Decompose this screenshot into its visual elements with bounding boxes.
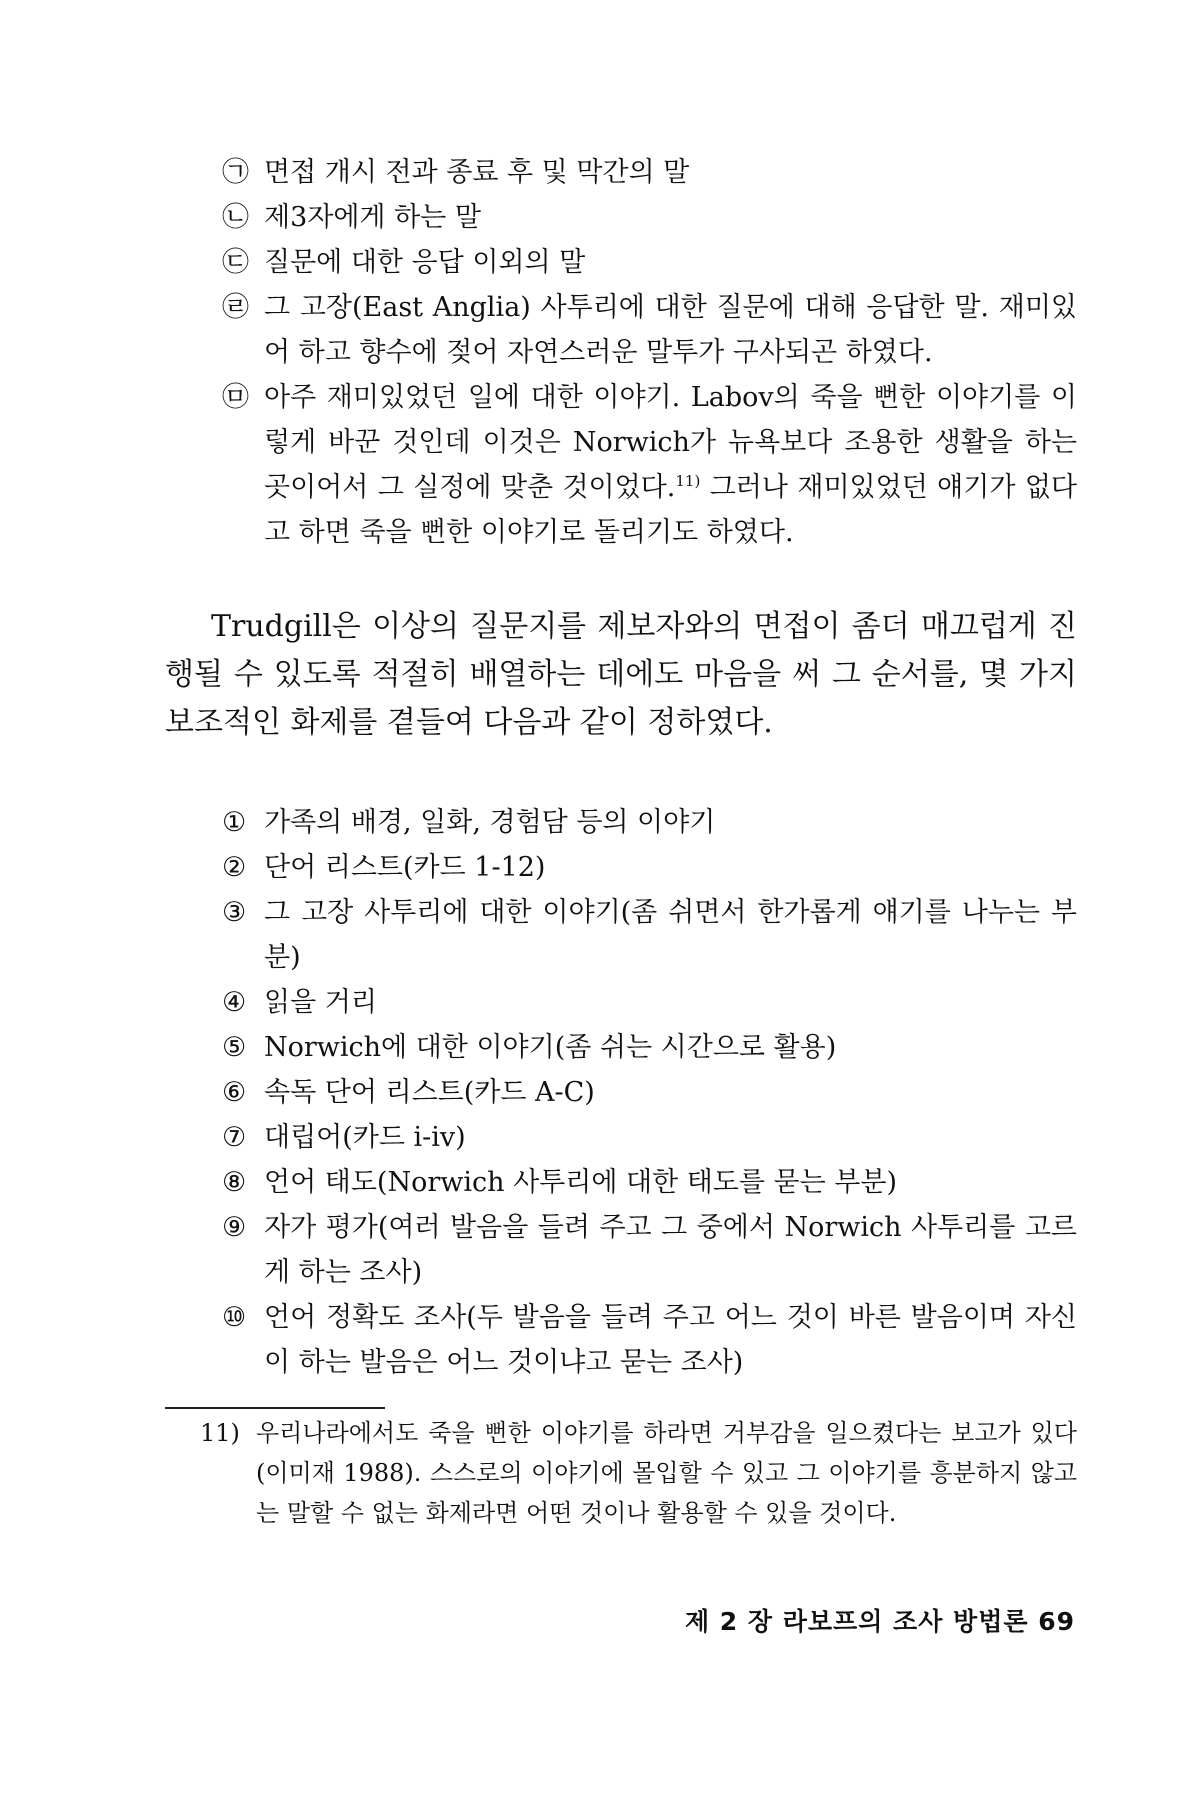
list-item: [222, 1295, 1077, 1385]
list-marker: ㉢: [222, 247, 249, 278]
list-item-text: 가족의 배경, 일화, 경험담 등의 이야기: [264, 807, 716, 838]
list-item-text: 읽을 거리: [264, 987, 377, 1018]
list-item: [222, 980, 1077, 1025]
list-marker: ①: [222, 807, 247, 838]
list-marker: ③: [222, 897, 247, 928]
list-item: [222, 845, 1077, 890]
footnote-reference[interactable]: 11): [675, 472, 701, 490]
running-footer: 제 2 장 라보프의 조사 방법론 69: [684, 1607, 1075, 1636]
list-item-text: Norwich에 대한 이야기(좀 쉬는 시간으로 활용): [264, 1032, 837, 1063]
list-item: [222, 800, 1077, 845]
list-item: [222, 195, 1077, 240]
list-item-text: 자가 평가(여러 발음을 들려 주고 그 중에서 Norwich 사투리를 고르게 하는 조사): [264, 1212, 1077, 1288]
list-marker: ㉤: [222, 382, 249, 413]
interview-order-list: [222, 800, 1077, 1385]
list-item-text: 대립어(카드 i-iv): [264, 1122, 466, 1153]
list-item-text-part: 그러나 재미있었던 얘기가 없다고 하면 죽을 뻔한 이야기로 돌리기도 하였다.: [264, 472, 1077, 548]
footnote-text: 우리나라에서도 죽을 뻔한 이야기를 하라면 거부감을 일으켰다는 보고가 있다(이미재 1988). 스스로의 이야기에 몰입할 수 있고 그 이야기를 흥분하지 않고는 말할 수 없는 화제라면 어떤 것이나 활용할 수 있을 것이다.: [256, 1419, 1077, 1527]
footnote-divider: [165, 1407, 385, 1409]
list-marker: ㉡: [222, 202, 249, 233]
list-item: [222, 375, 1077, 555]
list-marker: ㉠: [222, 157, 249, 188]
list-item: [222, 150, 1077, 195]
list-item-text: 단어 리스트(카드 1-12): [264, 852, 546, 883]
list-marker: ④: [222, 987, 247, 1018]
speech-types-list: [222, 150, 1077, 555]
list-marker: ⑨: [222, 1212, 247, 1243]
list-item-text: 제3자에게 하는 말: [264, 202, 481, 233]
list-item-text: [264, 375, 1077, 555]
body-paragraph: [165, 603, 1077, 747]
list-marker: ⑤: [222, 1032, 247, 1063]
footnote-number: 11): [200, 1419, 240, 1447]
footnote: [200, 1413, 1077, 1533]
list-marker: ㉣: [222, 292, 249, 323]
list-marker: ⑩: [222, 1302, 247, 1333]
list-item-text: 속독 단어 리스트(카드 A-C): [264, 1077, 595, 1108]
list-item: [222, 240, 1077, 285]
list-item: [222, 1025, 1077, 1070]
list-item: [222, 1160, 1077, 1205]
list-item: [222, 1070, 1077, 1115]
paragraph-text: Trudgill은 이상의 질문지를 제보자와의 면접이 좀더 매끄럽게 진행될 수 있도록 적절히 배열하는 데에도 마음을 써 그 순서를, 몇 가지 보조적인 화제를 곁들여 다음과 같이 정하였다.: [165, 609, 1077, 740]
list-item: [222, 1115, 1077, 1160]
list-item-text: 언어 정확도 조사(두 발음을 들려 주고 어느 것이 바른 발음이며 자신이 하는 발음은 어느 것이냐고 묻는 조사): [264, 1302, 1077, 1378]
list-item-text: 그 고장(East Anglia) 사투리에 대한 질문에 대해 응답한 말. 재미있어 하고 향수에 젖어 자연스러운 말투가 구사되곤 하였다.: [264, 292, 1077, 368]
list-item-text-part: 아주 재미있었던 일에 대한 이야기. Labov의 죽을 뻔한 이야기를 이렇게 바꾼 것인데 이것은 Norwich가 뉴욕보다 조용한 생활을 하는 곳이어서 그 실정에 맞춘 것이었다.: [264, 382, 1077, 503]
list-item-text: 면접 개시 전과 종료 후 및 막간의 말: [264, 157, 690, 188]
list-item-text: 언어 태도(Norwich 사투리에 대한 태도를 묻는 부분): [264, 1167, 897, 1198]
list-item: [222, 890, 1077, 980]
list-marker: ⑧: [222, 1167, 247, 1198]
list-item-text: 질문에 대한 응답 이외의 말: [264, 247, 586, 278]
list-item-text: 그 고장 사투리에 대한 이야기(좀 쉬면서 한가롭게 얘기를 나누는 부분): [264, 897, 1077, 973]
list-marker: ⑥: [222, 1077, 247, 1108]
list-marker: ②: [222, 852, 247, 883]
list-item: [222, 285, 1077, 375]
list-marker: ⑦: [222, 1122, 247, 1153]
list-item: [222, 1205, 1077, 1295]
